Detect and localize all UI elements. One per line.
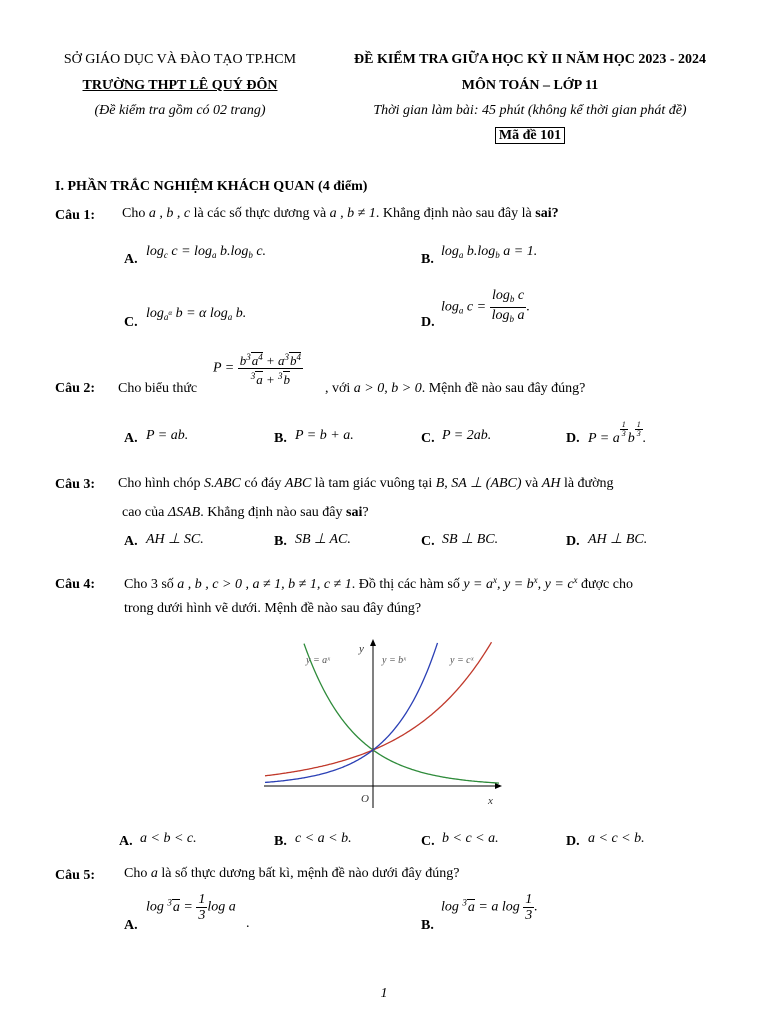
q1-option-d-expr: $\log_a c$ = $\frac{\log_b c}{\log_b a}$ . <box>441 288 530 324</box>
q2-condition: , với a > 0, b > 0. Mệnh đề nào sau đây đúng? <box>325 381 586 396</box>
q4-option-a-label: A. <box>119 834 133 849</box>
q4-vars: a , b , c > 0 , a ≠ 1, b ≠ 1, c ≠ 1 <box>177 577 352 592</box>
school-name: TRƯỜNG THPT LÊ QUÝ ĐÔN <box>82 78 278 93</box>
question-3-stem-line2 <box>122 505 369 521</box>
q3-pyramid: S.ABC <box>203 476 241 491</box>
q3-option-a-expr: AH ⊥ SC. <box>146 532 204 547</box>
q2-option-d-expr: P = a $\frac{1}{3}$ b $\frac{1}{3}$ . <box>588 420 647 446</box>
q4-option-d-expr: a < c < b. <box>588 831 645 846</box>
q2-option-a-label: A. <box>124 431 138 446</box>
q4-option-a-text: a < b < c <box>140 831 194 846</box>
question-1-label: Câu 1: <box>55 208 96 223</box>
q1-emphasis: sai? <box>535 206 559 221</box>
q1-option-b-label: B. <box>421 252 434 267</box>
exponential-graph <box>262 636 510 812</box>
x-axis-arrow <box>495 783 502 789</box>
q5-option-b-label: B. <box>421 918 434 933</box>
q3-base: ABC <box>284 476 312 491</box>
q3-text: có đáy <box>244 476 282 491</box>
y-axis-arrow <box>370 639 376 646</box>
q3-option-c-label: C. <box>421 534 435 549</box>
y-axis-label: y <box>359 643 364 655</box>
question-3-stem: Cho hình chóp S.ABC có đáy ABC là tam giác vuông tại B, SA ⊥ (ABC) và AH là đường <box>118 476 614 491</box>
q4-option-d-text: a < c < b <box>588 831 642 846</box>
q3-vertex: B <box>435 476 445 491</box>
question-4-stem <box>124 575 633 593</box>
q4-text: được cho <box>581 577 633 592</box>
q2-text-pre: Cho biểu thức <box>118 381 198 396</box>
q2-option-a-text: P = ab <box>146 428 185 443</box>
q3-option-b-expr: SB ⊥ AC. <box>295 532 351 547</box>
q3-option-c-expr: SB ⊥ BC. <box>442 532 499 547</box>
q2-option-b-label: B. <box>274 431 287 446</box>
q2-cond-a: a > 0 <box>353 381 385 396</box>
q2-option-b-text: P = b + a <box>295 428 351 443</box>
exam-code-wrap <box>330 128 730 144</box>
label-y-b-x: y = bˣ <box>382 655 407 666</box>
q1-text: . Khẳng định nào sau đây là <box>375 206 532 221</box>
q2-cond-b: b > 0 <box>391 381 422 396</box>
q5-text: là số thực dương bất kì, mệnh đề nào dưới đây đúng? <box>161 866 460 881</box>
q2-option-a-expr: P = ab. <box>146 428 189 443</box>
time-note: Thời gian làm bài: 45 phút (không kể thời gian phát đề) <box>373 103 687 118</box>
q4-option-c-label: C. <box>421 834 435 849</box>
q1-text: Cho <box>122 206 146 221</box>
q3-option-d-text: AH ⊥ BC <box>588 532 644 547</box>
exam-title: ĐỀ KIỂM TRA GIỮA HỌC KỲ II NĂM HỌC 2023 - 2024 <box>354 52 706 67</box>
q4-functions: $y = a^x$, $y = b^x$, $y = c^x$ <box>463 575 578 592</box>
q3-perp: SA ⊥ (ABC) <box>451 476 522 491</box>
q2-option-c-text: P = 2ab <box>442 428 488 443</box>
q3-text: ? <box>362 505 369 520</box>
q5-text: Cho <box>124 866 148 881</box>
q3-option-a-text: AH ⊥ SC <box>146 532 201 547</box>
q2-expression: P = $\frac{b^3a^4 + a^3b^4}{^3a + ^3b}$ <box>213 352 302 387</box>
q1-vars: a , b , c <box>148 206 191 221</box>
q1-option-b-expr: $\log_a b.\log_b$ a = 1. <box>441 244 538 260</box>
q3-text: là tam giác vuông tại <box>314 476 433 491</box>
q3-text: Cho hình chóp <box>118 476 201 491</box>
page-count-note: (Đề kiểm tra gồm có 02 trang) <box>94 103 266 118</box>
q4-text: . Đồ thị các hàm số <box>351 577 460 592</box>
question-4-label: Câu 4: <box>55 577 96 592</box>
q4-option-b-expr: c < a < b. <box>295 831 352 846</box>
exam-code: Mã đề 101 <box>495 127 565 144</box>
q3-text: là đường <box>563 476 614 491</box>
label-y-a-x: y = aˣ <box>306 655 331 666</box>
q2-text: . Mệnh đề nào sau đây đúng? <box>421 381 586 396</box>
subject-title: MÔN TOÁN – LỚP 11 <box>461 78 599 93</box>
q3-option-b-text: SB ⊥ AC <box>295 532 348 547</box>
q2-option-c-expr: P = 2ab. <box>442 428 492 443</box>
q5-option-b-expr: log $^3$a = a log $\frac{1}{3}$ . <box>441 892 538 923</box>
q3-ah: AH <box>541 476 561 491</box>
q4-option-c-text: b < c < a <box>442 831 496 846</box>
q3-option-b-label: B. <box>274 534 287 549</box>
page-number: 1 <box>380 986 388 1001</box>
q1-cond: a , b ≠ 1 <box>329 206 376 221</box>
q5-option-a-expr: log $^3$a = $\frac{1}{3}$ log a <box>146 892 236 923</box>
origin-label: O <box>361 793 369 805</box>
q1-option-a-expr: $\log_c c = \log_a b.\log_b$ c. <box>146 244 267 260</box>
q4-text: Cho 3 số <box>124 577 174 592</box>
curve-y-b-x <box>265 643 438 783</box>
q3-emphasis: sai <box>346 505 363 520</box>
q1-option-c-label: C. <box>124 315 138 330</box>
q4-option-b-label: B. <box>274 834 287 849</box>
department-name: SỞ GIÁO DỤC VÀ ĐÀO TẠO TP.HCM <box>63 52 297 67</box>
q3-triangle: ΔSAB <box>167 505 201 520</box>
question-2-label: Câu 2: <box>55 381 96 396</box>
q4-option-c-expr: b < c < a. <box>442 831 499 846</box>
q3-text: . Khẳng định nào sau đây <box>200 505 343 520</box>
q4-option-a-expr: a < b < c. <box>140 831 197 846</box>
q4-option-b-text: c < a < b <box>295 831 349 846</box>
q2-option-c-label: C. <box>421 431 435 446</box>
q2-option-d-label: D. <box>566 431 580 446</box>
question-4-stem-line2: trong dưới hình vẽ dưới. Mệnh đề nào sau đây đúng? <box>124 601 422 616</box>
question-5-stem <box>124 866 459 882</box>
q1-option-c-expr: $\log_{a^\alpha} b = \alpha$ $\log_a b$. <box>146 306 247 322</box>
question-5-label: Câu 5: <box>55 868 96 883</box>
section-title: I. PHẦN TRẮC NGHIỆM KHÁCH QUAN (4 điểm) <box>55 179 368 194</box>
q5-option-a-dot: . <box>246 916 250 931</box>
q5-var: a <box>150 866 158 881</box>
q1-option-a-label: A. <box>124 252 138 267</box>
q3-option-a-label: A. <box>124 534 138 549</box>
q2-option-b-expr: P = b + a. <box>295 428 354 443</box>
question-3-label: Câu 3: <box>55 477 96 492</box>
q4-option-d-label: D. <box>566 834 580 849</box>
x-axis-label: x <box>488 795 493 807</box>
q5-option-a-label: A. <box>124 918 138 933</box>
q3-text: cao của <box>122 505 165 520</box>
q3-option-d-expr: AH ⊥ BC. <box>588 532 648 547</box>
q3-option-c-text: SB ⊥ BC <box>442 532 495 547</box>
q3-option-d-label: D. <box>566 534 580 549</box>
q2-text: , với <box>325 381 351 396</box>
q1-option-d-label: D. <box>421 315 435 330</box>
q3-text: và <box>525 476 539 491</box>
label-y-c-x: y = cˣ <box>450 655 474 666</box>
question-1-stem <box>122 206 559 222</box>
q1-text: là các số thực dương và <box>193 206 327 221</box>
